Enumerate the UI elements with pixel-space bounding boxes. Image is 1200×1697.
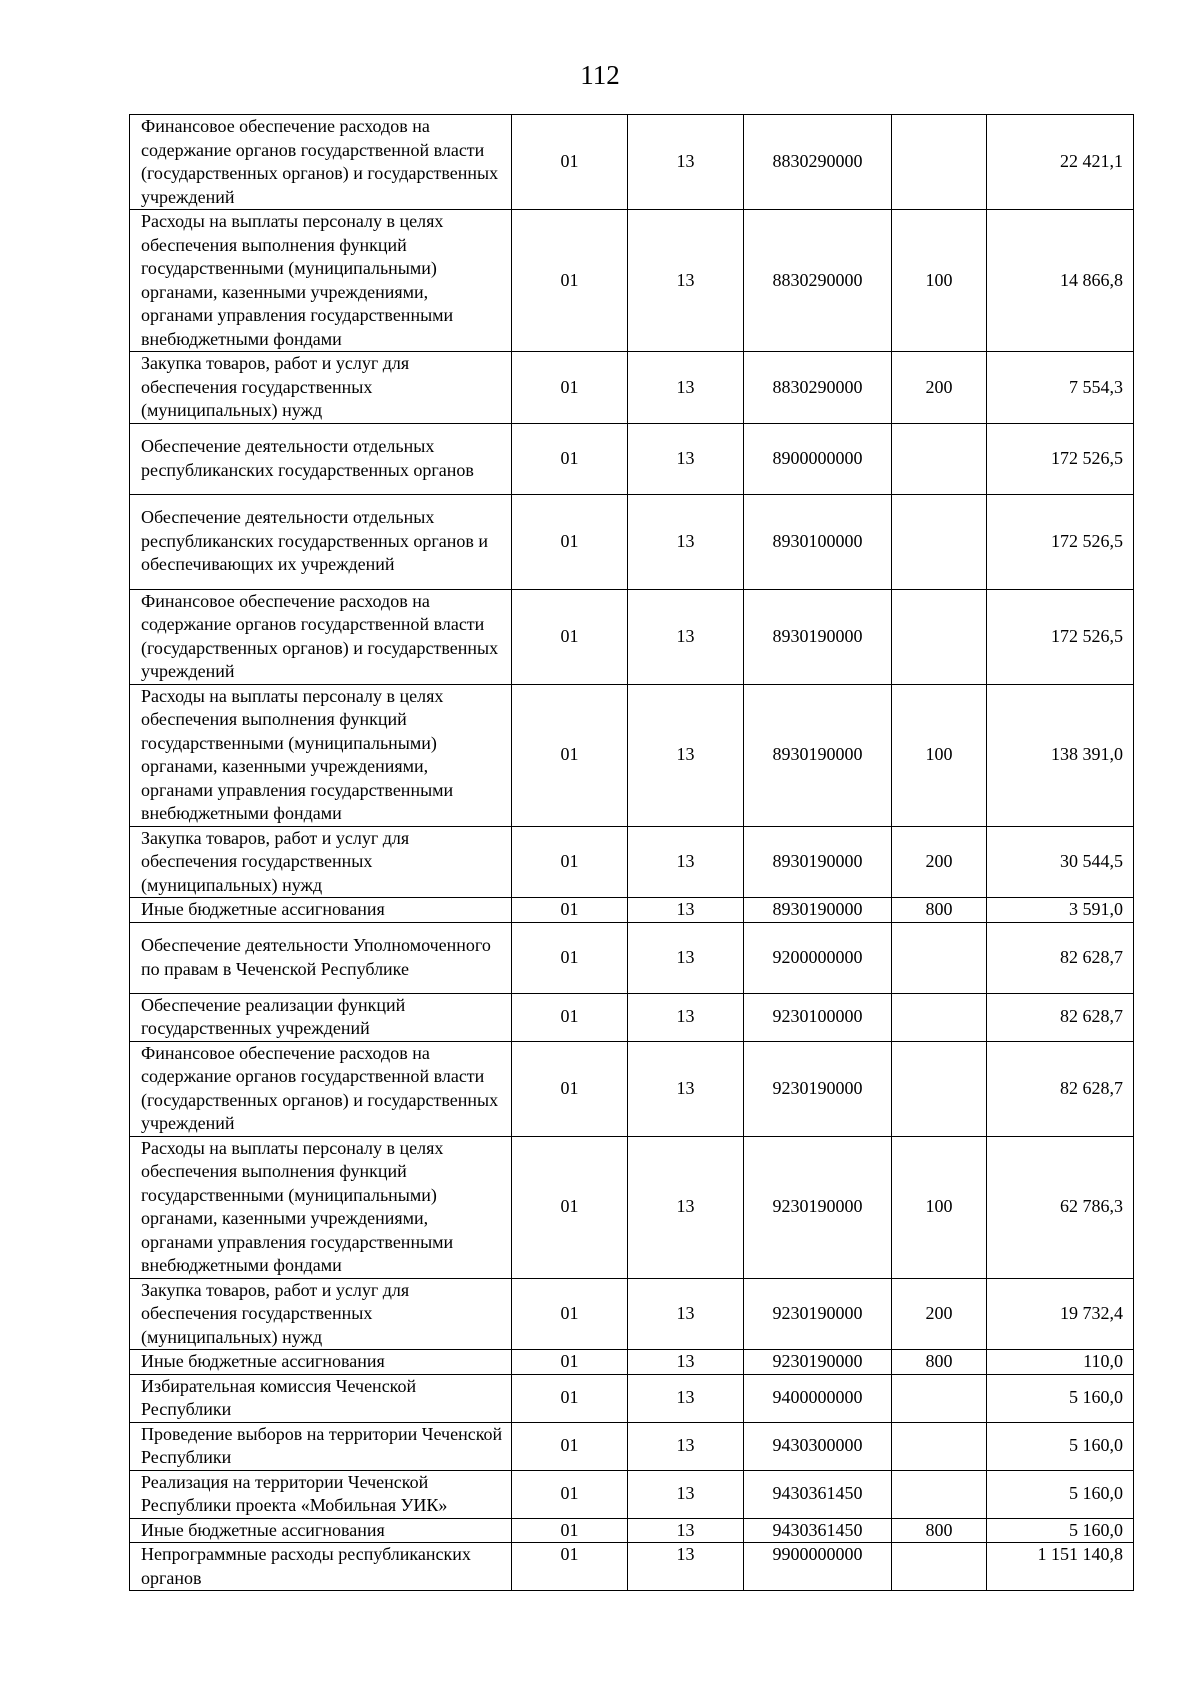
row-target-article-code: 9430300000	[744, 1422, 892, 1470]
table-row	[130, 684, 1134, 826]
row-amount: 82 628,7	[987, 1041, 1134, 1136]
row-subsection-code: 13	[628, 1470, 744, 1518]
row-amount: 172 526,5	[987, 423, 1134, 494]
table-row	[130, 210, 1134, 352]
row-section-code: 01	[512, 1422, 628, 1470]
row-expense-type-code: 800	[892, 1350, 987, 1375]
table-row	[130, 898, 1134, 923]
row-name: Закупка товаров, работ и услуг для обеспечения государственных (муниципальных) нужд	[130, 352, 512, 424]
row-section-code: 01	[512, 1518, 628, 1543]
row-section-code: 01	[512, 1278, 628, 1350]
row-section-code: 01	[512, 1136, 628, 1278]
row-name: Закупка товаров, работ и услуг для обеспечения государственных (муниципальных) нужд	[130, 1278, 512, 1350]
row-name: Обеспечение деятельности отдельных республиканских государственных органов и обеспечивающих их учреждений	[130, 494, 512, 589]
row-name: Иные бюджетные ассигнования	[130, 898, 512, 923]
row-section-code: 01	[512, 993, 628, 1041]
row-expense-type-code: 100	[892, 210, 987, 352]
row-section-code: 01	[512, 210, 628, 352]
row-target-article-code: 8830290000	[744, 210, 892, 352]
row-name: Финансовое обеспечение расходов на содержание органов государственной власти (государственных органов) и государственных учреждений	[130, 589, 512, 684]
row-amount: 172 526,5	[987, 494, 1134, 589]
row-expense-type-code	[892, 589, 987, 684]
row-target-article-code: 8930190000	[744, 684, 892, 826]
row-section-code: 01	[512, 826, 628, 898]
row-expense-type-code: 200	[892, 352, 987, 424]
table-row	[130, 1278, 1134, 1350]
row-amount: 5 160,0	[987, 1374, 1134, 1422]
budget-table-body	[130, 115, 1134, 1591]
row-name: Непрограммные расходы республиканских органов	[130, 1543, 512, 1591]
row-name: Обеспечение деятельности Уполномоченного по правам в Чеченской Республике	[130, 922, 512, 993]
row-name: Обеспечение деятельности отдельных республиканских государственных органов	[130, 423, 512, 494]
row-section-code: 01	[512, 1350, 628, 1375]
row-name: Финансовое обеспечение расходов на содержание органов государственной власти (государственных органов) и государственных учреждений	[130, 1041, 512, 1136]
row-amount: 138 391,0	[987, 684, 1134, 826]
row-name: Иные бюджетные ассигнования	[130, 1518, 512, 1543]
row-amount: 14 866,8	[987, 210, 1134, 352]
row-target-article-code: 9230190000	[744, 1041, 892, 1136]
page-number: 112	[580, 60, 620, 90]
row-expense-type-code	[892, 1422, 987, 1470]
row-section-code: 01	[512, 1041, 628, 1136]
table-row	[130, 423, 1134, 494]
table-row	[130, 1350, 1134, 1375]
row-subsection-code: 13	[628, 993, 744, 1041]
row-subsection-code: 13	[628, 1041, 744, 1136]
row-subsection-code: 13	[628, 684, 744, 826]
table-row	[130, 589, 1134, 684]
row-target-article-code: 9900000000	[744, 1543, 892, 1591]
table-row	[130, 115, 1134, 210]
row-name: Расходы на выплаты персоналу в целях обеспечения выполнения функций государственными (муниципальными) органами, казенными учреждениями, органами управления государственными внебюджетными фондами	[130, 1136, 512, 1278]
row-amount: 22 421,1	[987, 115, 1134, 210]
row-amount: 82 628,7	[987, 993, 1134, 1041]
row-name: Закупка товаров, работ и услуг для обеспечения государственных (муниципальных) нужд	[130, 826, 512, 898]
row-amount: 1 151 140,8	[987, 1543, 1134, 1591]
row-name: Обеспечение реализации функций государственных учреждений	[130, 993, 512, 1041]
row-name: Финансовое обеспечение расходов на содержание органов государственной власти (государственных органов) и государственных учреждений	[130, 115, 512, 210]
row-subsection-code: 13	[628, 922, 744, 993]
row-expense-type-code	[892, 1470, 987, 1518]
row-target-article-code: 9230190000	[744, 1278, 892, 1350]
row-section-code: 01	[512, 684, 628, 826]
row-expense-type-code: 100	[892, 684, 987, 826]
row-target-article-code: 9230100000	[744, 993, 892, 1041]
row-amount: 7 554,3	[987, 352, 1134, 424]
row-expense-type-code: 200	[892, 826, 987, 898]
table-row	[130, 1136, 1134, 1278]
row-subsection-code: 13	[628, 1422, 744, 1470]
row-amount: 110,0	[987, 1350, 1134, 1375]
table-row	[130, 494, 1134, 589]
table-row	[130, 1041, 1134, 1136]
row-expense-type-code	[892, 423, 987, 494]
row-target-article-code: 8930190000	[744, 826, 892, 898]
row-name: Расходы на выплаты персоналу в целях обеспечения выполнения функций государственными (муниципальными) органами, казенными учреждениями, органами управления государственными внебюджетными фондами	[130, 210, 512, 352]
row-subsection-code: 13	[628, 589, 744, 684]
row-expense-type-code	[892, 993, 987, 1041]
row-amount: 30 544,5	[987, 826, 1134, 898]
row-expense-type-code	[892, 922, 987, 993]
row-amount: 62 786,3	[987, 1136, 1134, 1278]
row-expense-type-code	[892, 115, 987, 210]
row-amount: 82 628,7	[987, 922, 1134, 993]
row-expense-type-code	[892, 1543, 987, 1591]
row-expense-type-code	[892, 494, 987, 589]
row-section-code: 01	[512, 115, 628, 210]
row-subsection-code: 13	[628, 1350, 744, 1375]
row-subsection-code: 13	[628, 898, 744, 923]
table-row	[130, 826, 1134, 898]
row-expense-type-code: 800	[892, 1518, 987, 1543]
row-target-article-code: 9400000000	[744, 1374, 892, 1422]
row-name: Расходы на выплаты персоналу в целях обеспечения выполнения функций государственными (муниципальными) органами, казенными учреждениями, органами управления государственными внебюджетными фондами	[130, 684, 512, 826]
row-target-article-code: 8930190000	[744, 589, 892, 684]
row-target-article-code: 8930100000	[744, 494, 892, 589]
row-amount: 3 591,0	[987, 898, 1134, 923]
row-target-article-code: 9430361450	[744, 1518, 892, 1543]
row-section-code: 01	[512, 589, 628, 684]
row-amount: 172 526,5	[987, 589, 1134, 684]
table-row	[130, 1518, 1134, 1543]
row-target-article-code: 9230190000	[744, 1350, 892, 1375]
row-expense-type-code: 100	[892, 1136, 987, 1278]
row-subsection-code: 13	[628, 494, 744, 589]
row-subsection-code: 13	[628, 1374, 744, 1422]
row-section-code: 01	[512, 352, 628, 424]
row-name: Реализация на территории Чеченской Республики проекта «Мобильная УИК»	[130, 1470, 512, 1518]
row-section-code: 01	[512, 1374, 628, 1422]
row-section-code: 01	[512, 1470, 628, 1518]
row-target-article-code: 8830290000	[744, 352, 892, 424]
row-target-article-code: 8930190000	[744, 898, 892, 923]
row-subsection-code: 13	[628, 1518, 744, 1543]
row-subsection-code: 13	[628, 826, 744, 898]
table-row	[130, 1374, 1134, 1422]
row-name: Иные бюджетные ассигнования	[130, 1350, 512, 1375]
row-amount: 5 160,0	[987, 1470, 1134, 1518]
row-subsection-code: 13	[628, 423, 744, 494]
row-amount: 5 160,0	[987, 1422, 1134, 1470]
row-section-code: 01	[512, 494, 628, 589]
row-subsection-code: 13	[628, 1278, 744, 1350]
table-row	[130, 352, 1134, 424]
row-target-article-code: 9430361450	[744, 1470, 892, 1518]
row-subsection-code: 13	[628, 210, 744, 352]
row-expense-type-code	[892, 1041, 987, 1136]
row-section-code: 01	[512, 898, 628, 923]
row-target-article-code: 8900000000	[744, 423, 892, 494]
row-expense-type-code: 800	[892, 898, 987, 923]
row-name: Избирательная комиссия Чеченской Республики	[130, 1374, 512, 1422]
row-section-code: 01	[512, 1543, 628, 1591]
row-amount: 19 732,4	[987, 1278, 1134, 1350]
table-row	[130, 993, 1134, 1041]
row-target-article-code: 8830290000	[744, 115, 892, 210]
budget-table	[129, 114, 1134, 1591]
table-row	[130, 1470, 1134, 1518]
table-row	[130, 1422, 1134, 1470]
row-section-code: 01	[512, 423, 628, 494]
row-expense-type-code	[892, 1374, 987, 1422]
row-target-article-code: 9230190000	[744, 1136, 892, 1278]
row-subsection-code: 13	[628, 352, 744, 424]
table-row	[130, 922, 1134, 993]
row-subsection-code: 13	[628, 1136, 744, 1278]
row-name: Проведение выборов на территории Чеченской Республики	[130, 1422, 512, 1470]
row-target-article-code: 9200000000	[744, 922, 892, 993]
table-row	[130, 1543, 1134, 1591]
row-subsection-code: 13	[628, 115, 744, 210]
row-expense-type-code: 200	[892, 1278, 987, 1350]
row-subsection-code: 13	[628, 1543, 744, 1591]
row-amount: 5 160,0	[987, 1518, 1134, 1543]
row-section-code: 01	[512, 922, 628, 993]
